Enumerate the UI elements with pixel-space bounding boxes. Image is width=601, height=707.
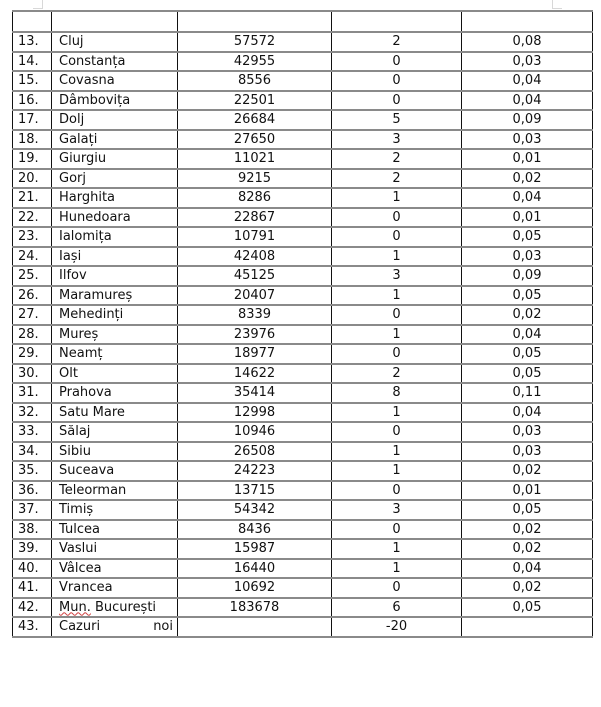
total-cases-cell: 42955 bbox=[178, 52, 332, 72]
row-number-cell: 38. bbox=[13, 520, 52, 540]
row-number-cell: 15. bbox=[13, 71, 52, 91]
row-number-cell: 23. bbox=[13, 227, 52, 247]
new-cases-cell: 1 bbox=[332, 247, 462, 267]
rate-cell: 0,04 bbox=[462, 403, 593, 423]
new-cases-cell: 1 bbox=[332, 539, 462, 559]
county-cell: Prahova bbox=[52, 383, 178, 403]
total-cases-cell: 23976 bbox=[178, 325, 332, 345]
new-cases-cell: 2 bbox=[332, 32, 462, 52]
county-cell: Covasna bbox=[52, 71, 178, 91]
rate-cell: 0,02 bbox=[462, 169, 593, 189]
county-cell: Dolj bbox=[52, 110, 178, 130]
county-cell: Tulcea bbox=[52, 520, 178, 540]
new-cases-cell: 0 bbox=[332, 422, 462, 442]
table-row bbox=[13, 539, 593, 559]
table-row bbox=[13, 344, 593, 364]
rate-cell: 0,05 bbox=[462, 364, 593, 384]
row-number-cell: 31. bbox=[13, 383, 52, 403]
total-cases-cell: 45125 bbox=[178, 266, 332, 286]
new-cases-cell: 0 bbox=[332, 208, 462, 228]
table-row bbox=[13, 559, 593, 579]
total-cases-cell: 15987 bbox=[178, 539, 332, 559]
county-cell bbox=[52, 598, 178, 618]
table-row bbox=[13, 32, 593, 52]
rate-cell: 0,02 bbox=[462, 461, 593, 481]
rate-cell: 0,01 bbox=[462, 481, 593, 501]
total-cases-cell: 8436 bbox=[178, 520, 332, 540]
header-cell bbox=[462, 11, 593, 32]
row-number-cell: 43. bbox=[13, 617, 52, 637]
table-row bbox=[13, 71, 593, 91]
rate-cell: 0,04 bbox=[462, 91, 593, 111]
total-cases-cell: 20407 bbox=[178, 286, 332, 306]
rate-cell: 0,05 bbox=[462, 344, 593, 364]
table-row bbox=[13, 305, 593, 325]
rate-cell: 0,02 bbox=[462, 539, 593, 559]
new-cases-cell: 0 bbox=[332, 481, 462, 501]
table-footer-row bbox=[13, 617, 593, 637]
total-cases-cell: 16440 bbox=[178, 559, 332, 579]
row-number-cell: 21. bbox=[13, 188, 52, 208]
new-cases-cell: 1 bbox=[332, 442, 462, 462]
new-cases-cell: 0 bbox=[332, 91, 462, 111]
new-cases-cell: 0 bbox=[332, 227, 462, 247]
row-number-cell: 25. bbox=[13, 266, 52, 286]
table-row bbox=[13, 578, 593, 598]
county-cell: Mehedinți bbox=[52, 305, 178, 325]
spellcheck-underlined-text: Mun. bbox=[59, 599, 91, 615]
new-cases-cell: 1 bbox=[332, 461, 462, 481]
page-corner-mark bbox=[552, 8, 562, 9]
table-row bbox=[13, 481, 593, 501]
table-row bbox=[13, 500, 593, 520]
new-cases-cell: 1 bbox=[332, 325, 462, 345]
county-cell: Giurgiu bbox=[52, 149, 178, 169]
total-cases-cell: 22501 bbox=[178, 91, 332, 111]
header-cell bbox=[13, 11, 52, 32]
table-row bbox=[13, 364, 593, 384]
table-row bbox=[13, 169, 593, 189]
row-number-cell: 34. bbox=[13, 442, 52, 462]
table-row bbox=[13, 520, 593, 540]
row-number-cell: 28. bbox=[13, 325, 52, 345]
row-number-cell: 35. bbox=[13, 461, 52, 481]
rate-cell: 0,04 bbox=[462, 71, 593, 91]
row-number-cell: 17. bbox=[13, 110, 52, 130]
row-number-cell: 30. bbox=[13, 364, 52, 384]
new-cases-cell: 3 bbox=[332, 266, 462, 286]
new-cases-cell: 1 bbox=[332, 286, 462, 306]
county-cases-table bbox=[12, 10, 593, 638]
rate-cell: 0,01 bbox=[462, 208, 593, 228]
table-row bbox=[13, 383, 593, 403]
total-cases-cell: 14622 bbox=[178, 364, 332, 384]
new-cases-cell: 5 bbox=[332, 110, 462, 130]
rate-cell bbox=[462, 617, 593, 637]
new-cases-cell: 3 bbox=[332, 130, 462, 150]
new-cases-cell: 8 bbox=[332, 383, 462, 403]
rate-cell: 0,04 bbox=[462, 188, 593, 208]
header-cell bbox=[178, 11, 332, 32]
rate-cell: 0,03 bbox=[462, 52, 593, 72]
new-cases-cell: 1 bbox=[332, 403, 462, 423]
rate-cell: 0,02 bbox=[462, 305, 593, 325]
rate-cell: 0,02 bbox=[462, 520, 593, 540]
total-cases-cell: 8286 bbox=[178, 188, 332, 208]
new-cases-cell: 0 bbox=[332, 578, 462, 598]
table-row bbox=[13, 91, 593, 111]
total-cases-cell: 13715 bbox=[178, 481, 332, 501]
county-cell: Vrancea bbox=[52, 578, 178, 598]
row-number-cell: 16. bbox=[13, 91, 52, 111]
total-cases-cell: 11021 bbox=[178, 149, 332, 169]
total-cases-cell: 9215 bbox=[178, 169, 332, 189]
county-cell: Iași bbox=[52, 247, 178, 267]
total-cases-cell: 54342 bbox=[178, 500, 332, 520]
county-cell: Cluj bbox=[52, 32, 178, 52]
table-row bbox=[13, 227, 593, 247]
county-cell: Gorj bbox=[52, 169, 178, 189]
rate-cell: 0,05 bbox=[462, 598, 593, 618]
rate-cell: 0,01 bbox=[462, 149, 593, 169]
new-cases-cell: -20 bbox=[332, 617, 462, 637]
row-number-cell: 14. bbox=[13, 52, 52, 72]
rate-cell: 0,03 bbox=[462, 442, 593, 462]
table-row bbox=[13, 325, 593, 345]
table-row bbox=[13, 208, 593, 228]
row-number-cell: 27. bbox=[13, 305, 52, 325]
row-number-cell: 19. bbox=[13, 149, 52, 169]
table-row bbox=[13, 110, 593, 130]
header-cell bbox=[52, 11, 178, 32]
new-cases-cell: 0 bbox=[332, 71, 462, 91]
county-cell: Vâlcea bbox=[52, 559, 178, 579]
table-header-row bbox=[13, 11, 593, 32]
total-cases-cell: 57572 bbox=[178, 32, 332, 52]
new-cases-cell: 2 bbox=[332, 364, 462, 384]
total-cases-cell: 26684 bbox=[178, 110, 332, 130]
county-cell: Neamț bbox=[52, 344, 178, 364]
table-row bbox=[13, 188, 593, 208]
county-cell: Harghita bbox=[52, 188, 178, 208]
table-row bbox=[13, 598, 593, 618]
table-row bbox=[13, 403, 593, 423]
table-row bbox=[13, 149, 593, 169]
total-cases-cell: 42408 bbox=[178, 247, 332, 267]
total-cases-cell: 10791 bbox=[178, 227, 332, 247]
county-cell: Olt bbox=[52, 364, 178, 384]
total-cases-cell: 10692 bbox=[178, 578, 332, 598]
table-row bbox=[13, 286, 593, 306]
county-cell: Vaslui bbox=[52, 539, 178, 559]
new-cases-cell: 1 bbox=[332, 188, 462, 208]
new-cases-cell: 0 bbox=[332, 305, 462, 325]
row-number-cell: 26. bbox=[13, 286, 52, 306]
new-cases-cell: 0 bbox=[332, 52, 462, 72]
new-cases-cell: 2 bbox=[332, 169, 462, 189]
county-cell: Mureș bbox=[52, 325, 178, 345]
total-cases-cell: 35414 bbox=[178, 383, 332, 403]
rate-cell: 0,05 bbox=[462, 227, 593, 247]
table-row bbox=[13, 266, 593, 286]
rate-cell: 0,08 bbox=[462, 32, 593, 52]
new-cases-cell: 6 bbox=[332, 598, 462, 618]
county-cell: Hunedoara bbox=[52, 208, 178, 228]
county-cell: Satu Mare bbox=[52, 403, 178, 423]
row-number-cell: 42. bbox=[13, 598, 52, 618]
county-cell: Sibiu bbox=[52, 442, 178, 462]
county-cell: Sălaj bbox=[52, 422, 178, 442]
total-cases-cell bbox=[178, 617, 332, 637]
total-cases-cell: 12998 bbox=[178, 403, 332, 423]
row-number-cell: 13. bbox=[13, 32, 52, 52]
rate-cell: 0,03 bbox=[462, 130, 593, 150]
total-cases-cell: 22867 bbox=[178, 208, 332, 228]
county-suffix: București bbox=[90, 599, 157, 615]
row-number-cell: 41. bbox=[13, 578, 52, 598]
total-cases-cell: 18977 bbox=[178, 344, 332, 364]
footer-label-cell bbox=[52, 617, 178, 637]
rate-cell: 0,05 bbox=[462, 286, 593, 306]
county-cell: Constanța bbox=[52, 52, 178, 72]
county-cell: Ilfov bbox=[52, 266, 178, 286]
new-cases-cell: 0 bbox=[332, 520, 462, 540]
total-cases-cell: 8339 bbox=[178, 305, 332, 325]
county-cell: Maramureș bbox=[52, 286, 178, 306]
row-number-cell: 36. bbox=[13, 481, 52, 501]
rate-cell: 0,03 bbox=[462, 247, 593, 267]
county-cell: Timiș bbox=[52, 500, 178, 520]
county-cell: Suceava bbox=[52, 461, 178, 481]
row-number-cell: 24. bbox=[13, 247, 52, 267]
rate-cell: 0,05 bbox=[462, 500, 593, 520]
rate-cell: 0,03 bbox=[462, 422, 593, 442]
header-cell bbox=[332, 11, 462, 32]
county-cell: Teleorman bbox=[52, 481, 178, 501]
county-cell: Dâmbovița bbox=[52, 91, 178, 111]
table-row bbox=[13, 422, 593, 442]
row-number-cell: 32. bbox=[13, 403, 52, 423]
total-cases-cell: 24223 bbox=[178, 461, 332, 481]
county-cell: Galați bbox=[52, 130, 178, 150]
table-row bbox=[13, 442, 593, 462]
footer-label-right: noi bbox=[153, 619, 173, 634]
new-cases-cell: 2 bbox=[332, 149, 462, 169]
row-number-cell: 29. bbox=[13, 344, 52, 364]
row-number-cell: 33. bbox=[13, 422, 52, 442]
table-row bbox=[13, 130, 593, 150]
new-cases-cell: 1 bbox=[332, 559, 462, 579]
table-row bbox=[13, 247, 593, 267]
row-number-cell: 37. bbox=[13, 500, 52, 520]
row-number-cell: 39. bbox=[13, 539, 52, 559]
total-cases-cell: 26508 bbox=[178, 442, 332, 462]
row-number-cell: 20. bbox=[13, 169, 52, 189]
row-number-cell: 18. bbox=[13, 130, 52, 150]
new-cases-cell: 3 bbox=[332, 500, 462, 520]
county-cell: Ialomița bbox=[52, 227, 178, 247]
total-cases-cell: 27650 bbox=[178, 130, 332, 150]
row-number-cell: 22. bbox=[13, 208, 52, 228]
row-number-cell: 40. bbox=[13, 559, 52, 579]
table-row bbox=[13, 52, 593, 72]
footer-label-left: Cazuri bbox=[59, 619, 101, 634]
rate-cell: 0,09 bbox=[462, 110, 593, 130]
rate-cell: 0,11 bbox=[462, 383, 593, 403]
rate-cell: 0,02 bbox=[462, 578, 593, 598]
page-corner-mark bbox=[33, 8, 43, 9]
total-cases-cell: 8556 bbox=[178, 71, 332, 91]
table-row bbox=[13, 461, 593, 481]
rate-cell: 0,04 bbox=[462, 559, 593, 579]
total-cases-cell: 10946 bbox=[178, 422, 332, 442]
new-cases-cell: 0 bbox=[332, 344, 462, 364]
total-cases-cell: 183678 bbox=[178, 598, 332, 618]
rate-cell: 0,04 bbox=[462, 325, 593, 345]
rate-cell: 0,09 bbox=[462, 266, 593, 286]
